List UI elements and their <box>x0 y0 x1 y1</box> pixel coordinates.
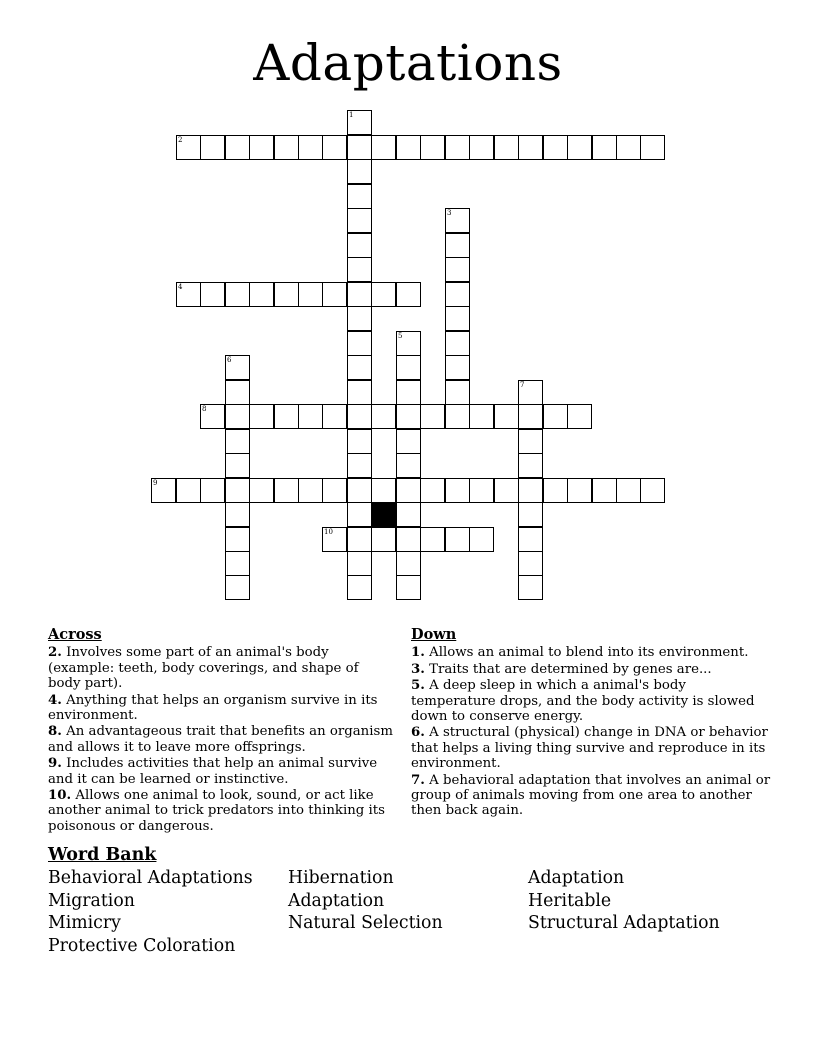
crossword-cell[interactable] <box>347 110 372 135</box>
crossword-cell[interactable] <box>249 135 274 160</box>
clue-number: 7. <box>411 772 425 788</box>
crossword-cell[interactable] <box>322 478 347 503</box>
crossword-cell[interactable] <box>396 551 421 576</box>
crossword-cell[interactable] <box>396 380 421 405</box>
clue-number-label: 8 <box>202 405 207 413</box>
crossword-cell[interactable] <box>225 429 250 454</box>
crossword-cell[interactable] <box>396 527 421 552</box>
crossword-cell[interactable] <box>298 282 323 307</box>
crossword-cell[interactable] <box>396 282 421 307</box>
crossword-cell[interactable] <box>445 527 470 552</box>
crossword-cell[interactable] <box>347 159 372 184</box>
crossword-cell[interactable] <box>347 429 372 454</box>
crossword-cell[interactable] <box>518 502 543 527</box>
crossword-cell[interactable] <box>249 282 274 307</box>
crossword-cell[interactable] <box>420 478 445 503</box>
crossword-cell[interactable] <box>347 184 372 209</box>
crossword-cell[interactable] <box>567 135 592 160</box>
crossword-cell[interactable] <box>469 404 494 429</box>
crossword-cell[interactable] <box>494 478 519 503</box>
crossword-cell[interactable] <box>640 478 665 503</box>
crossword-cell[interactable] <box>396 575 421 600</box>
crossword-cell[interactable] <box>347 551 372 576</box>
word-bank-column-2 <box>288 867 443 935</box>
crossword-cell[interactable] <box>225 404 250 429</box>
crossword-cell[interactable] <box>225 478 250 503</box>
word-bank-item: Protective Coloration <box>48 935 236 956</box>
crossword-cell[interactable] <box>445 331 470 356</box>
word-bank-heading: Word Bank <box>48 845 157 865</box>
across-heading: Across <box>48 626 102 643</box>
crossword-cell[interactable] <box>518 527 543 552</box>
crossword-cell[interactable] <box>347 282 372 307</box>
crossword-cell[interactable] <box>445 355 470 380</box>
crossword-cell[interactable] <box>347 257 372 282</box>
word-bank-item: Hibernation <box>288 868 394 888</box>
clue-number-label: 6 <box>227 356 232 364</box>
clue-text: An advantageous trait that benefits an organism and allows it to leave more offsprings. <box>48 724 393 755</box>
word-bank-item: Structural Adaptation <box>528 913 720 933</box>
clue-number: 5. <box>411 678 425 694</box>
crossword-cell[interactable] <box>445 306 470 331</box>
crossword-cell[interactable] <box>420 135 445 160</box>
crossword-cell[interactable] <box>396 355 421 380</box>
crossword-cell[interactable] <box>347 527 372 552</box>
crossword-cell[interactable] <box>445 208 470 233</box>
crossword-cell[interactable] <box>567 404 592 429</box>
crossword-cell[interactable] <box>371 135 396 160</box>
clue-number: 1. <box>411 645 425 661</box>
word-bank-item: Adaptation <box>288 890 385 911</box>
crossword-cell[interactable] <box>347 404 372 429</box>
word-bank-item: Adaptation <box>528 868 625 888</box>
crossword-cell[interactable] <box>347 380 372 405</box>
crossword-cell[interactable] <box>225 527 250 552</box>
crossword-cell[interactable] <box>469 527 494 552</box>
crossword-cell[interactable] <box>371 404 396 429</box>
clue-number: 9. <box>48 756 62 772</box>
clue-text: Allows one animal to look, sound, or act like another animal to trick predators into thinking its poisonous or dangerous. <box>48 788 385 834</box>
crossword-cell[interactable] <box>347 478 372 503</box>
crossword-cell[interactable] <box>445 478 470 503</box>
crossword-cell[interactable] <box>322 404 347 429</box>
clue-number: 8. <box>48 724 62 740</box>
crossword-cell[interactable] <box>322 282 347 307</box>
crossword-cell[interactable] <box>298 404 323 429</box>
page-title: Adaptations <box>253 34 563 92</box>
crossword-cell[interactable] <box>347 306 372 331</box>
crossword-cell[interactable] <box>469 135 494 160</box>
down-clue-1 <box>411 645 771 660</box>
crossword-cell[interactable] <box>469 478 494 503</box>
crossword-cell[interactable] <box>445 257 470 282</box>
crossword-cell[interactable] <box>518 478 543 503</box>
crossword-cell[interactable] <box>445 233 470 258</box>
crossword-cell[interactable] <box>176 135 201 160</box>
crossword-cell[interactable] <box>322 135 347 160</box>
crossword-cell[interactable] <box>396 331 421 356</box>
crossword-cell[interactable] <box>274 478 299 503</box>
crossword-cell[interactable] <box>518 575 543 600</box>
crossword-cell[interactable] <box>396 453 421 478</box>
crossword-cell[interactable] <box>225 551 250 576</box>
crossword-cell[interactable] <box>396 502 421 527</box>
crossword-cell[interactable] <box>396 478 421 503</box>
clue-text: Includes activities that help an animal survive and it can be learned or instinctive. <box>48 756 378 787</box>
crossword-cell[interactable] <box>371 282 396 307</box>
crossword-cell[interactable] <box>298 135 323 160</box>
crossword-cell[interactable] <box>322 527 347 552</box>
clue-number: 10. <box>48 788 72 804</box>
crossword-cell[interactable] <box>200 478 225 503</box>
crossword-cell[interactable] <box>420 404 445 429</box>
crossword-cell[interactable] <box>543 404 568 429</box>
crossword-cell[interactable] <box>347 575 372 600</box>
crossword-cell[interactable] <box>518 429 543 454</box>
clue-text: A structural (physical) change in DNA or behavior that helps a living thing survive and reproduce in its environment. <box>411 725 768 772</box>
clue-number-label: 3 <box>447 209 452 217</box>
crossword-cell[interactable] <box>249 404 274 429</box>
crossword-cell[interactable] <box>396 404 421 429</box>
clue-number-label: 7 <box>520 381 525 389</box>
clue-number-label: 9 <box>153 479 158 487</box>
down-clue-7 <box>411 773 771 819</box>
crossword-cell[interactable] <box>494 135 519 160</box>
clue-text: Traits that are determined by genes are... <box>424 661 712 677</box>
down-heading: Down <box>411 626 457 643</box>
crossword-cell[interactable] <box>616 478 641 503</box>
crossword-cell[interactable] <box>274 404 299 429</box>
down-clue-6 <box>411 725 771 771</box>
word-bank-item: Behavioral Adaptations <box>48 868 253 888</box>
crossword-cell[interactable] <box>176 282 201 307</box>
clue-text: Allows an animal to blend into its environment. <box>424 645 749 661</box>
crossword-cell[interactable] <box>347 208 372 233</box>
crossword-cell[interactable] <box>518 453 543 478</box>
down-clues <box>411 627 771 820</box>
crossword-cell[interactable] <box>176 478 201 503</box>
crossword-cell[interactable] <box>543 135 568 160</box>
crossword-cell[interactable] <box>298 478 323 503</box>
crossword-cell[interactable] <box>640 135 665 160</box>
across-clue-9 <box>48 756 393 787</box>
crossword-cell[interactable] <box>225 575 250 600</box>
clue-number-label: 4 <box>178 283 183 291</box>
crossword-cell[interactable] <box>420 527 445 552</box>
clue-number: 3. <box>411 661 425 677</box>
crossword-cell[interactable] <box>518 380 543 405</box>
across-clue-8 <box>48 724 393 755</box>
clue-text: Anything that helps an organism survive in its environment. <box>48 692 378 724</box>
crossword-cell[interactable] <box>371 478 396 503</box>
crossword-cell[interactable] <box>518 404 543 429</box>
across-clue-4 <box>48 693 393 724</box>
clue-text: Involves some part of an animal's body (example: teeth, body coverings, and shape of body part). <box>48 645 359 692</box>
crossword-cell[interactable] <box>347 355 372 380</box>
crossword-cell[interactable] <box>494 404 519 429</box>
word-bank-item: Natural Selection <box>288 913 443 933</box>
clue-number: 2. <box>48 645 62 661</box>
crossword-cell[interactable] <box>225 355 250 380</box>
crossword-cell[interactable] <box>518 135 543 160</box>
crossword-cell[interactable] <box>151 478 176 503</box>
word-bank-column-3 <box>528 867 720 935</box>
clue-text: A behavioral adaptation that involves an animal or group of animals moving from one area to another then back again. <box>411 772 771 819</box>
crossword-cell[interactable] <box>225 380 250 405</box>
crossword-cell[interactable] <box>396 429 421 454</box>
word-bank-item: Migration <box>48 890 135 911</box>
across-clue-2 <box>48 645 393 691</box>
crossword-cell[interactable] <box>347 135 372 160</box>
across-clues <box>48 627 393 835</box>
crossword-cell[interactable] <box>543 478 568 503</box>
crossword-cell[interactable] <box>592 478 617 503</box>
word-bank-item: Mimicry <box>48 913 121 933</box>
crossword-cell[interactable] <box>274 282 299 307</box>
crossword-cell[interactable] <box>396 135 421 160</box>
crossword-cell[interactable] <box>592 135 617 160</box>
crossword-cell[interactable] <box>200 282 225 307</box>
crossword-cell[interactable] <box>445 135 470 160</box>
clue-text: A deep sleep in which a animal's body temperature drops, and the body activity is slowed down to conserve energy. <box>411 678 755 725</box>
crossword-black-cell <box>371 502 396 527</box>
crossword-cell[interactable] <box>371 527 396 552</box>
crossword-cell[interactable] <box>347 453 372 478</box>
clue-number: 4. <box>48 692 62 708</box>
clue-number-label: 10 <box>324 528 333 536</box>
crossword-cell[interactable] <box>200 404 225 429</box>
crossword-cell[interactable] <box>274 135 299 160</box>
across-clue-10 <box>48 788 393 834</box>
crossword-cell[interactable] <box>616 135 641 160</box>
crossword-cell[interactable] <box>200 135 225 160</box>
crossword-cell[interactable] <box>347 331 372 356</box>
crossword-cell[interactable] <box>347 502 372 527</box>
crossword-cell[interactable] <box>518 551 543 576</box>
crossword-cell[interactable] <box>225 135 250 160</box>
crossword-cell[interactable] <box>225 453 250 478</box>
crossword-cell[interactable] <box>445 380 470 405</box>
crossword-cell[interactable] <box>225 282 250 307</box>
clue-number-label: 5 <box>398 332 403 340</box>
crossword-cell[interactable] <box>445 282 470 307</box>
down-clue-3 <box>411 662 771 677</box>
crossword-cell[interactable] <box>445 404 470 429</box>
word-bank-item: Heritable <box>528 890 612 911</box>
crossword-cell[interactable] <box>225 502 250 527</box>
crossword-cell[interactable] <box>249 478 274 503</box>
crossword-cell[interactable] <box>347 233 372 258</box>
clue-number-label: 2 <box>178 136 183 144</box>
clue-number-label: 1 <box>349 111 354 119</box>
down-clue-5 <box>411 678 771 724</box>
crossword-cell[interactable] <box>567 478 592 503</box>
clue-number: 6. <box>411 725 425 741</box>
word-bank-column-1 <box>48 867 253 957</box>
